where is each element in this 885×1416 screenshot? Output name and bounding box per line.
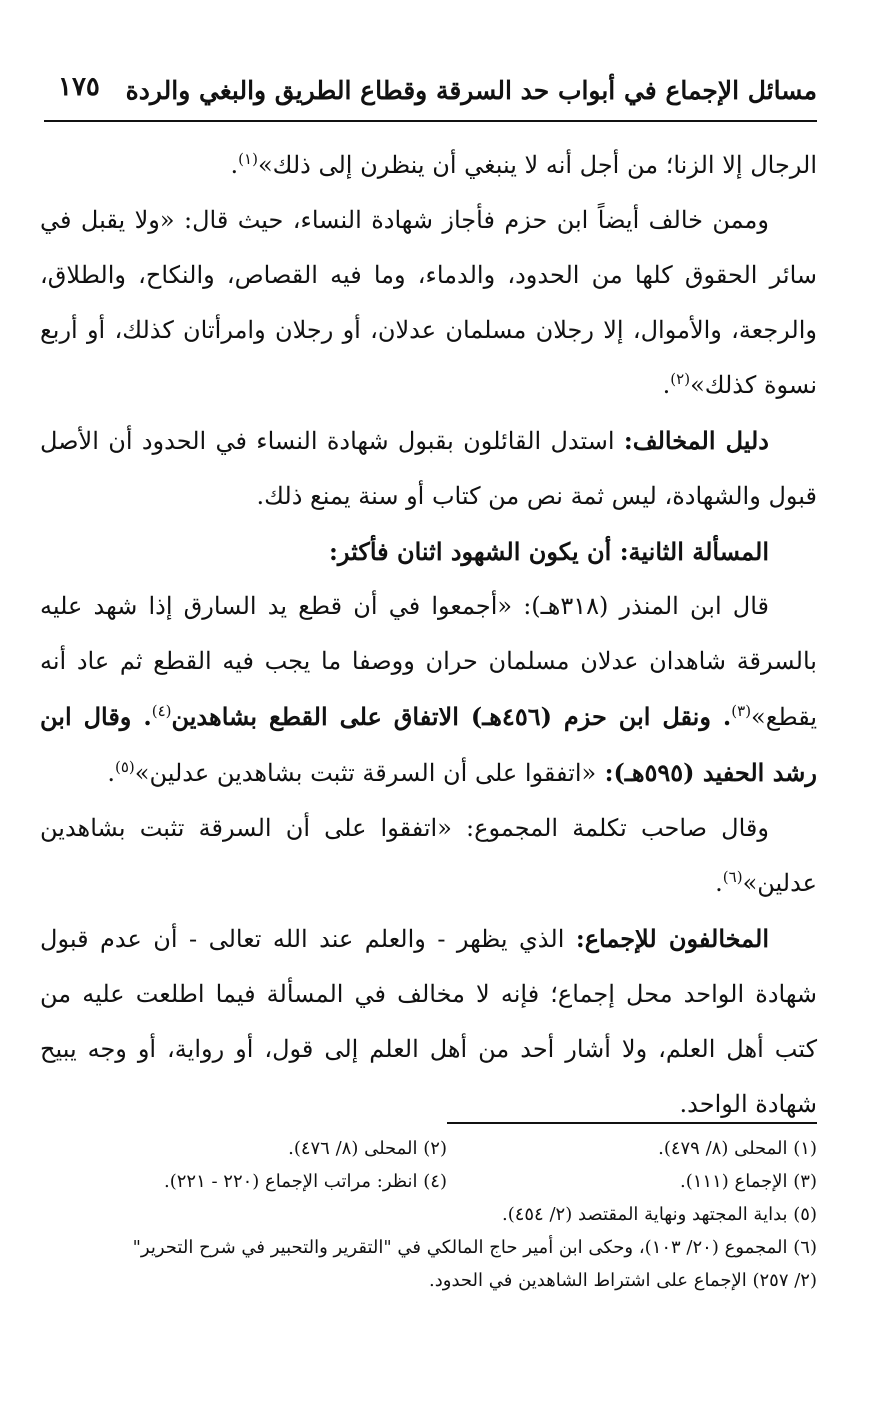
paragraph-1	[40, 138, 817, 193]
paragraph-6-text: الذي يظهر - والعلم عند الله تعالى - أن عدم قبول شهادة الواحد محل إجماع؛ فإنه لا مخالف في المسألة فيما اطلعت عليه من كتب أهل العلم، ولا أشار أحد من أهل العلم إلى قول، أو رواية، أو وجه يبيح شهادة الواحد.	[40, 925, 817, 1118]
section-heading: المسألة الثانية: أن يكون الشهود اثنان فأكثر:	[329, 537, 769, 566]
paragraph-4-text-b: . ونقل ابن حزم (٤٥٦هـ) الاتفاق على القطع بشاهدين	[171, 702, 732, 731]
running-title: مسائل الإجماع في أبواب حد السرقة وقطاع الطريق والبغي والردة	[125, 76, 817, 105]
page-header	[44, 62, 817, 118]
header-divider	[44, 120, 817, 122]
paragraph-4-text-a: قال ابن المنذر (٣١٨هـ): «أجمعوا في أن قطع يد السارق إذا شهد عليه بالسرقة شاهدان عدلان مسلمان حران ووصفا ما يجب فيه القطع ثم عاد أنه يقطع»	[40, 592, 818, 731]
paragraph-5-end: .	[715, 869, 723, 897]
paragraph-3-text: استدل القائلون بقبول شهادة النساء في الحدود أن الأصل قبول والشهادة، ليس ثمة نص من كتاب أو سنة يمنع ذلك.	[40, 427, 817, 510]
paragraph-2	[40, 193, 817, 413]
footnotes	[40, 1132, 817, 1297]
footnote-4: (٤) انظر: مراتب الإجماع (٢٢٠ - ٢٢١).	[163, 1171, 447, 1192]
footnote-6: (٦) المجموع (٢٠/ ١٠٣)، وحكى ابن أمير حاج المالكي في "التقرير والتحبير في شرح التحرير"	[132, 1237, 817, 1258]
section-label-dissenters: المخالفون للإجماع:	[575, 924, 770, 953]
footnote-5: (٥) بداية المجتهد ونهاية المقتصد (٢/ ٤٥٤).	[501, 1204, 817, 1225]
paragraph-dissenters	[40, 911, 817, 1132]
paragraph-dissent-evidence	[40, 413, 817, 524]
footnote-3: (٣) الإجماع (١١١).	[680, 1171, 817, 1192]
main-text	[40, 138, 817, 1132]
footnote-1: (١) المحلى (٨/ ٤٧٩).	[658, 1138, 817, 1159]
footnote-row-2	[40, 1165, 817, 1198]
footnote-2: (٢) المحلى (٨/ ٤٧٦).	[288, 1138, 447, 1159]
footnote-row-1	[40, 1132, 817, 1165]
footnote-ref-6: (٦)	[722, 868, 743, 886]
paragraph-2-end: .	[662, 371, 671, 399]
paragraph-2-text: وممن خالف أيضاً ابن حزم فأجاز شهادة النساء، حيث قال: «ولا يقبل في سائر الحقوق كلها من الحدود، والدماء، وما فيه القصاص، والنكاح، والطلاق، والرجعة، والأموال، إلا رجلان مسلمان عدلان، أو رجلان وامرأتان كذلك، أو أربع نسوة كذلك»	[40, 206, 817, 399]
footnote-ref-3: (٣)	[731, 702, 752, 720]
paragraph-5	[40, 801, 817, 911]
page-number: ١٧٥	[58, 72, 100, 102]
section-label-dissent-evidence: دليل المخالف:	[623, 426, 769, 455]
paragraph-1-text: الرجال إلا الزنا؛ من أجل أنه لا ينبغي أن ينظرن إلى ذلك»	[257, 151, 817, 179]
paragraph-4-end: .	[107, 759, 115, 787]
footnote-ref-1: (١)	[238, 150, 258, 168]
paragraph-5-text: وقال صاحب تكلمة المجموع: «اتفقوا على أن السرقة تثبت بشاهدين عدلين»	[40, 814, 817, 897]
footnote-ref-2: (٢)	[670, 370, 691, 388]
footnote-6-continuation: (٢/ ٢٥٧) الإجماع على اشتراط الشاهدين في الحدود.	[429, 1270, 817, 1291]
footnote-divider	[447, 1122, 817, 1124]
footnote-ref-5: (٥)	[115, 758, 135, 776]
paragraph-4-text-c: . وقال ابن رشد الحفيد (٥٩٥هـ):	[40, 702, 817, 787]
paragraph-1-end: .	[230, 151, 239, 179]
footnote-ref-4: (٤)	[151, 702, 172, 720]
paragraph-4-text-d: «اتفقوا على أن السرقة تثبت بشاهدين عدلين»	[134, 759, 597, 787]
paragraph-4	[40, 579, 817, 801]
